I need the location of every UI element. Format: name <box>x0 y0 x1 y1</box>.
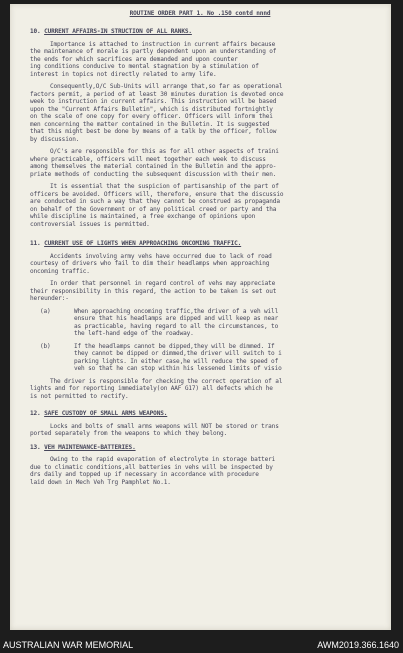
text-line: veh so that he can stop within his lessened limits of visio <box>74 365 282 372</box>
text-line: Locks and bolts of small arms weapons will NOT be stored or trans <box>50 422 279 430</box>
section-number: 13. <box>30 443 41 451</box>
section-title: CURRENT USE OF LIGHTS WHEN APPROACHING ONCOMING TRAFFIC. <box>44 240 242 247</box>
text-line: ensure that his headlamps are dipped and will keep as near <box>74 315 279 322</box>
text-line: oncoming traffic. <box>30 267 90 275</box>
text-line: week to instruction in current affairs. This instruction will be based <box>30 98 277 105</box>
paragraph <box>30 378 391 401</box>
paragraph <box>30 83 391 143</box>
section-title: CURRENT AFFAIRS-IN STRUCTION OF ALL RANKS. <box>44 28 192 35</box>
text-line: on behalf of the Government or of any political creed or party and tha <box>30 205 277 213</box>
text-line: upon the "Current Affairs Bulletin", which is distributed fortnightly <box>30 105 273 113</box>
text-line: the ends for which sacrifices are demanded and upon counter <box>30 55 238 63</box>
section-heading <box>30 28 391 36</box>
text-line: It is essential that the suspicion of partisanship of the part of <box>50 183 279 190</box>
text-line: Consequently,O/C Sub-Units will arrange that,so far as operational <box>50 83 283 90</box>
section-number: 11. <box>30 240 41 247</box>
sections-container <box>30 28 391 486</box>
document-page <box>10 4 391 630</box>
section-10 <box>30 28 391 228</box>
section-number: 12. <box>30 410 41 417</box>
section-title: VEH MAINTENANCE-BATTERIES. <box>44 443 136 451</box>
text-line: Accidents involving army vehs have occurred due to lack of road <box>50 252 272 260</box>
list-item-label: (a) <box>40 307 51 315</box>
text-line: factors permit, a period of at least 30 minutes duration is devoted once <box>30 90 284 98</box>
paragraph <box>30 423 391 438</box>
text-line: Owing to the rapid evaporation of electrolyte in storage batteri <box>50 456 276 463</box>
text-line: that this might best be done by means of a talk by the officer, follow <box>30 128 277 135</box>
paragraph <box>30 280 391 303</box>
footer-institution: AUSTRALIAN WAR MEMORIAL <box>3 640 134 650</box>
section-13 <box>30 444 391 487</box>
paragraph <box>30 148 391 178</box>
text-line: ported separately from the weapons to which they belong. <box>30 430 228 437</box>
text-line: lights and for reporting immediately(on AAF G17) all defects which he <box>30 385 273 392</box>
text-line: on the scale of one copy for every officer. Officers will inform thei <box>30 113 273 120</box>
list-item-label: (b) <box>40 342 51 350</box>
section-heading <box>30 444 391 452</box>
section-heading <box>30 410 391 418</box>
text-line: due to climatic conditions,all batteries in vehs will be inspected by <box>30 463 273 471</box>
text-line: hereunder:- <box>30 295 69 302</box>
document-body <box>10 4 391 630</box>
section-heading <box>30 240 391 248</box>
text-line: is not permitted to rectify. <box>30 392 129 400</box>
text-line: their responsibility in this regard, the action to be taken is set out <box>30 287 277 295</box>
text-line: courtesy of drivers who fail to dim their headlamps when approaching <box>30 260 270 267</box>
text-line: controversial issues is permitted. <box>30 220 150 228</box>
text-line: among themselves the material contained in the Bulletin and the appro- <box>30 163 277 170</box>
text-line: laid down in Mech Veh Trg Pamphlet No.1. <box>30 478 171 486</box>
text-line: parking lights. In either case,he will reduce the speed of <box>74 357 279 365</box>
document-header: ROUTINE ORDER PART 1. No .150 contd nnnd <box>129 10 271 17</box>
text-line: by discussion. <box>30 135 80 143</box>
text-line: as practicable, having regard to all the circumstances, to <box>74 322 279 330</box>
text-line: When approaching oncoming traffic,the driver of a veh will <box>74 307 279 315</box>
archive-footer <box>0 636 403 653</box>
text-line: men concerning the matter contained in the Bulletin. It is suggested <box>30 120 270 128</box>
paragraph <box>30 253 391 276</box>
paragraph <box>30 183 391 228</box>
text-line: If the headlamps cannot be dipped,they will be dimmed. If <box>74 342 275 350</box>
section-number: 10. <box>30 28 41 35</box>
text-line: the left-hand edge of the roadway. <box>74 330 194 337</box>
paragraph <box>30 41 391 79</box>
paragraph <box>30 456 391 486</box>
footer-accession-number: AWM2019.366.1640 <box>317 640 399 650</box>
text-line: Importance is attached to instruction in current affairs because <box>50 40 276 48</box>
text-line: interest in topics not directly related to army life. <box>30 70 217 78</box>
text-line: they cannot be dipped or dimmed,the driver will switch to i <box>74 350 282 357</box>
text-line: O/C's are responsible for this as for all other aspects of traini <box>50 148 279 155</box>
text-line: In order that personnel in regard control of vehs may appreciate <box>50 280 276 287</box>
text-line: The driver is responsible for checking the correct operation of al <box>50 377 283 385</box>
text-line: while discipline is maintained, a free exchange of opinions upon <box>30 213 256 220</box>
section-11 <box>30 240 391 400</box>
text-line: are conducted in such a way that they cannot be construed as propaganda <box>30 198 280 205</box>
text-line: where practicable, officers will meet together each week to discuss <box>30 155 266 163</box>
section-12 <box>30 410 391 438</box>
text-line: ing conditions conducive to mental stagnation by a stimulation of <box>30 63 259 70</box>
text-line: officers be avoided. Officers will, therefore, ensure that the discussio <box>30 190 284 198</box>
text-line: the maintenance of morale is partly dependent upon an understanding of <box>30 48 277 55</box>
list-item <box>30 343 391 373</box>
text-line: priate methods of conducting the subsequent discussion with their men. <box>30 170 277 178</box>
list-item <box>30 308 391 338</box>
text-line: drs daily and topped up if necessary in accordance with procedure <box>30 471 259 478</box>
section-title: SAFE CUSTODY OF SMALL ARMS WEAPONS. <box>44 410 168 417</box>
